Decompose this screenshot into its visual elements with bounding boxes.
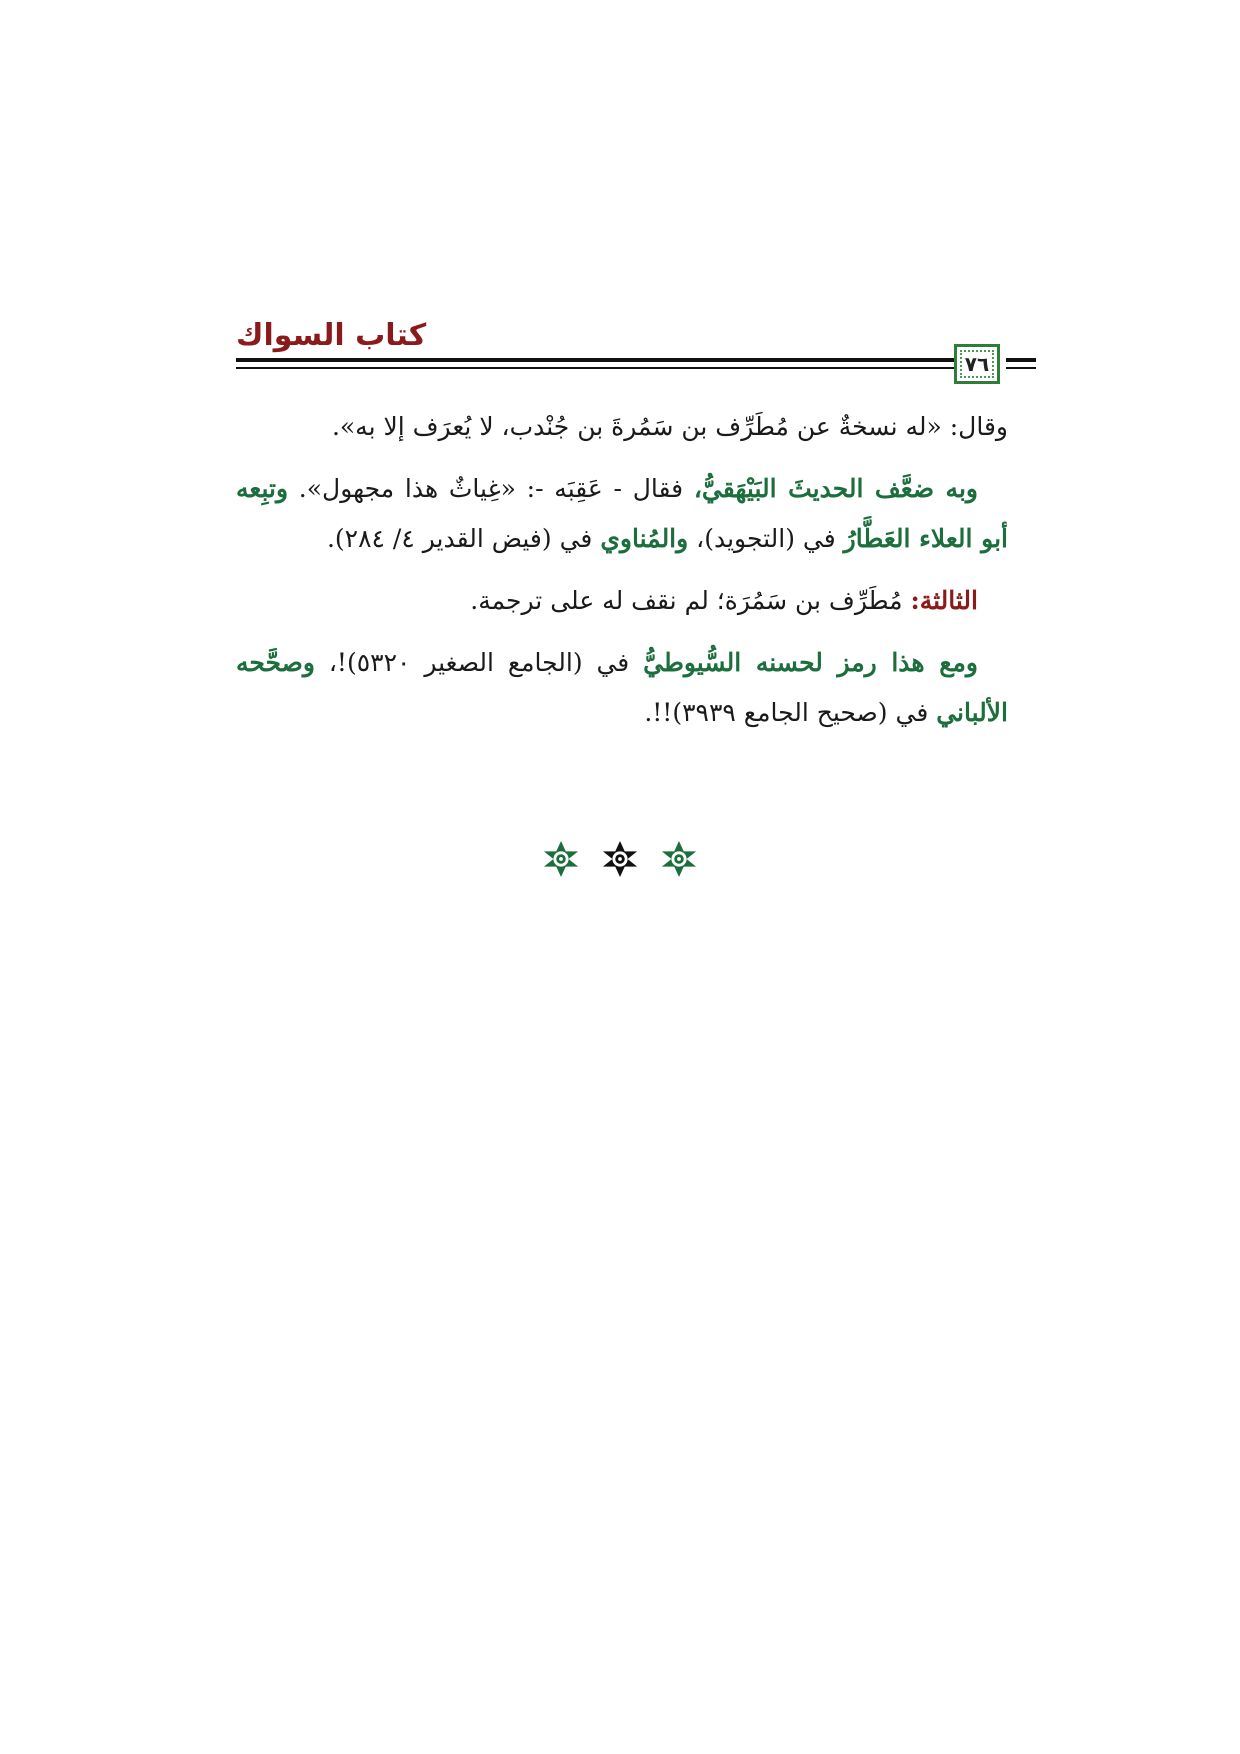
- flower-ornament-green-icon: [542, 840, 580, 878]
- header-rule-short: [1006, 358, 1036, 372]
- section-divider-ornaments: [0, 840, 1240, 884]
- paragraph-2: [236, 464, 1008, 564]
- highlight-text: وصحَّحه الألباني: [236, 648, 1008, 727]
- highlight-text: وبه ضعَّف الحديثَ البَيْهَقيُّ،: [693, 474, 978, 503]
- paragraph-text: في (الجامع الصغير ٥٣٢٠)!،: [314, 648, 644, 677]
- page-number: ٧٦: [964, 352, 990, 376]
- highlight-text: ومع هذا رمز لحسنه السُّيوطيُّ: [643, 648, 978, 677]
- book-title: كتاب السواك: [236, 318, 427, 353]
- section-label: الثالثة:: [910, 586, 978, 615]
- paragraph-1: [236, 402, 1008, 452]
- paragraph-text: مُطَرِّف بن سَمُرَة؛ لم نقف له على ترجمة.: [470, 586, 911, 615]
- paragraph-text: وقال: «له نسخةٌ عن مُطَرِّف بن سَمُرةَ بن جُنْدب، لا يُعرَف إلا به».: [331, 412, 1008, 441]
- page-number-frame: [954, 344, 1000, 384]
- highlight-text: والمُناوي: [600, 524, 689, 553]
- paragraph-3: [236, 576, 1008, 626]
- header-rule-long: [236, 358, 956, 372]
- paragraph-text: في (فيض القدير ٤/ ٢٨٤).: [326, 524, 601, 553]
- paragraph-text: فقال - عَقِبَه -: «غِياثٌ هذا مجهول».: [288, 474, 694, 503]
- page-body: [236, 402, 1008, 750]
- paragraph-text: في (التجويد)،: [688, 524, 844, 553]
- highlight-text: وتبِعه أبو العلاء العَطَّارُ: [236, 474, 1008, 553]
- paragraph-text: في (صحيح الجامع ٣٩٣٩)!!.: [644, 698, 937, 727]
- flower-ornament-black-icon: [601, 840, 639, 878]
- page-header: [236, 318, 1008, 388]
- flower-ornament-green-icon: [660, 840, 698, 878]
- paragraph-4: [236, 638, 1008, 738]
